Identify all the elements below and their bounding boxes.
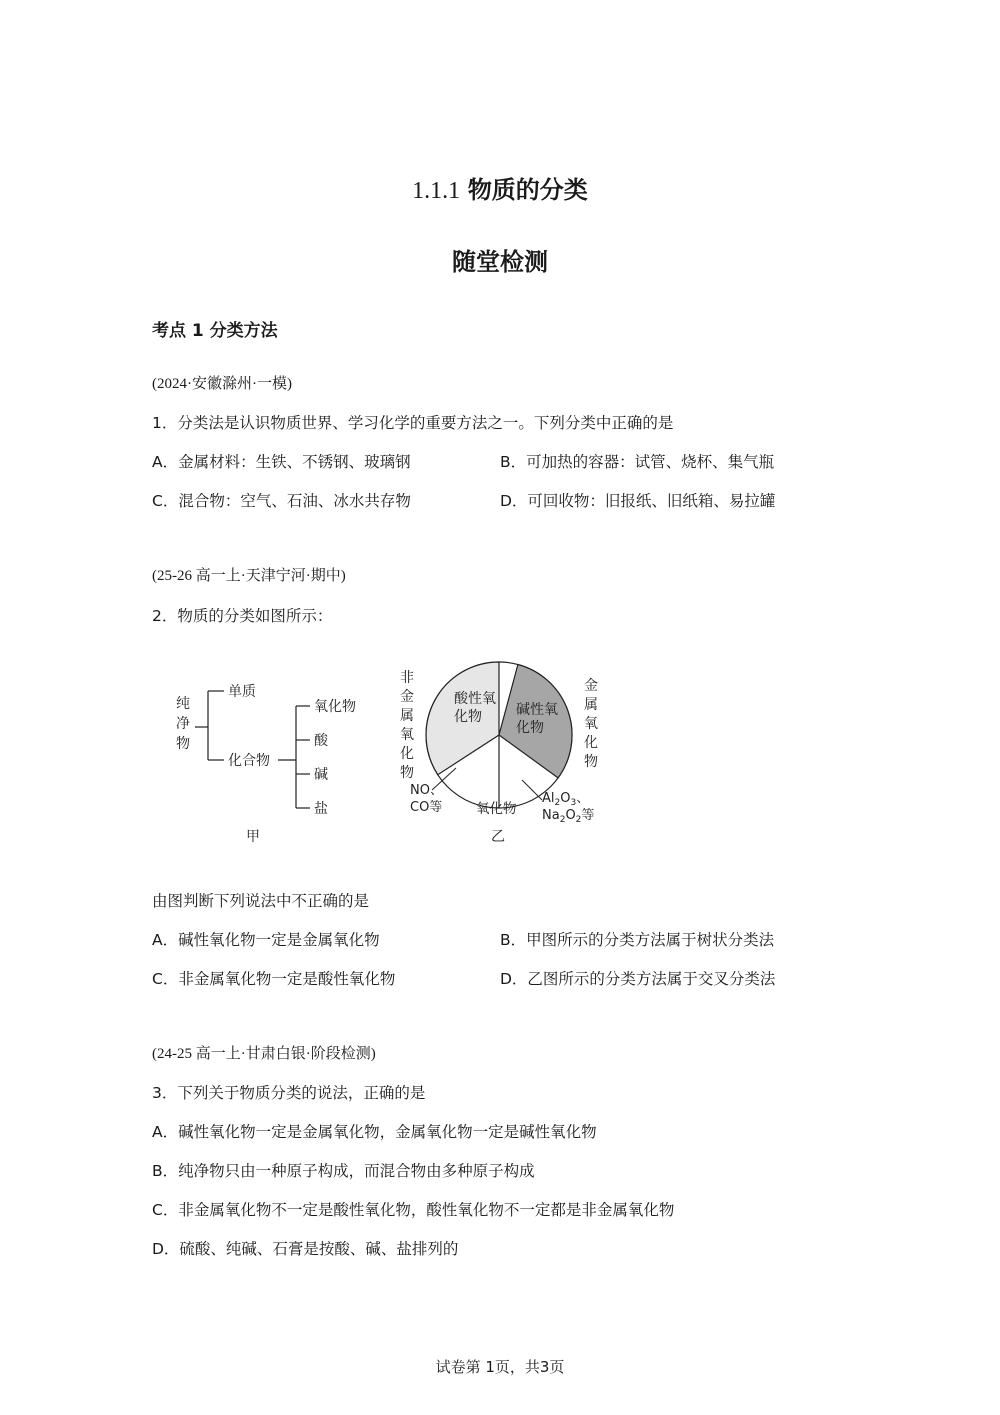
jia-caption: 甲 [246,829,260,845]
q1-source: (2024·安徽滁州·一模) [152,376,292,392]
amphoteric-label-line2: $Na_2O_2$等 [542,808,595,825]
q2-option-b: B．甲图所示的分类方法属于树状分类法 [500,931,775,949]
title-text: 物质的分类 [467,176,588,204]
q3-option-d: D．硫酸、纯碱、石膏是按酸、碱、盐排列的 [152,1240,459,1258]
neutral-oxide-label-line2: CO等 [410,800,443,815]
q2-source: (25-26 高一上·天津宁河·期中) [152,568,346,584]
yi-caption: 乙 [491,829,505,845]
jia-level2-item: 氧化物 [314,699,356,715]
q3-option-c: C．非金属氧化物不一定是酸性氧化物，酸性氧化物不一定都是非金属氧化物 [152,1201,675,1219]
nonmetal-oxide-char: 属 [400,708,414,724]
jia-level2-item: 酸 [314,733,328,749]
title-number: 1.1.1 [412,178,461,204]
q1-stem: 1．分类法是认识物质世界、学习化学的重要方法之一。下列分类中正确的是 [152,414,674,432]
q2-option-c: C．非金属氧化物一定是酸性氧化物 [152,970,396,988]
acidic-oxide-label-line1: 酸性氧 [454,691,496,707]
metal-oxide-char: 属 [584,697,598,713]
basic-oxide-label-line1: 碱性氧 [516,702,558,718]
metal-oxide-char: 氧 [584,716,598,732]
metal-oxide-char: 金 [584,678,598,694]
q3-option-b: B．纯净物只由一种原子构成，而混合物由多种原子构成 [152,1162,535,1180]
q2-option-a: A．碱性氧化物一定是金属氧化物 [152,931,380,949]
q3-stem: 3．下列关于物质分类的说法，正确的是 [152,1084,426,1102]
jia-root-char-3: 物 [176,736,190,752]
jia-root-char-2: 净 [176,716,190,732]
page-title [0,170,1000,205]
jia-level1-item: 单质 [228,684,256,700]
tree-diagram-jia [195,691,310,808]
oxide-bottom-label: 氧化物 [476,801,517,817]
q2-after-text: 由图判断下列说法中不正确的是 [152,892,370,910]
classification-figure [150,640,630,850]
nonmetal-oxide-char: 物 [400,765,414,781]
nonmetal-oxide-char: 化 [400,746,414,762]
acidic-oxide-label-line2: 化物 [454,709,482,725]
q2-stem: 2．物质的分类如图所示： [152,607,333,625]
jia-level1-item: 化合物 [228,753,270,769]
section-heading: 考点 1 分类方法 [152,321,278,341]
q1-option-c: C．混合物：空气、石油、冰水共存物 [152,492,411,510]
nonmetal-oxide-char: 非 [400,670,414,686]
amphoteric-label-line1: $Al_2O_3$、 [542,791,590,808]
page-subtitle: 随堂检测 [452,248,548,276]
q3-option-a: A．碱性氧化物一定是金属氧化物，金属氧化物一定是碱性氧化物 [152,1123,597,1141]
metal-oxide-char: 化 [584,735,598,751]
metal-oxide-char: 物 [584,754,598,770]
q3-source: (24-25 高一上·甘肃白银·阶段检测) [152,1046,376,1062]
jia-level2-item: 盐 [314,801,328,817]
q1-option-b: B．可加热的容器：试管、烧杯、集气瓶 [500,453,775,471]
q2-option-d: D．乙图所示的分类方法属于交叉分类法 [500,970,776,988]
q1-option-d: D．可回收物：旧报纸、旧纸箱、易拉罐 [500,492,776,510]
jia-root-char-1: 纯 [176,696,190,712]
nonmetal-oxide-char: 金 [400,689,414,705]
q1-option-a: A．金属材料：生铁、不锈钢、玻璃钢 [152,453,411,471]
basic-oxide-label-line2: 化物 [516,720,544,736]
jia-level2-item: 碱 [314,767,328,783]
page-footer: 试卷第 1页，共3页 [435,1358,565,1376]
circle-diagram-yi [426,662,572,808]
neutral-oxide-label-line1: NO、 [410,783,443,798]
nonmetal-oxide-char: 氧 [400,727,414,743]
